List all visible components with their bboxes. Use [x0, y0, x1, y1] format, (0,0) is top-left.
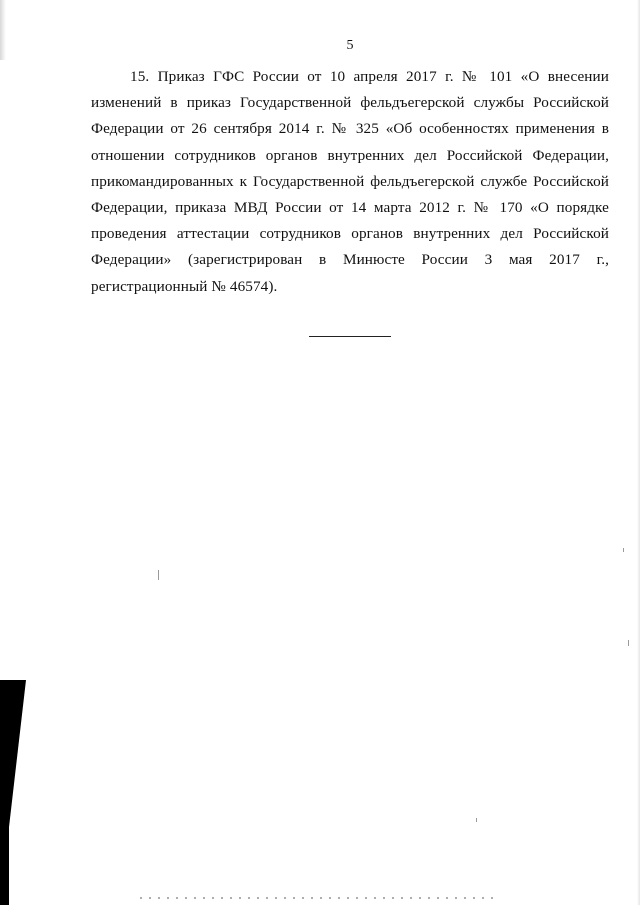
scan-speck	[628, 640, 629, 646]
scan-speck	[623, 548, 624, 552]
list-item-paragraph: 15. Приказ ГФС России от 10 апреля 2017 г. № 101 «О внесении изменений в приказ Государственной фельдъегерской службы Российской Федерации от 26 сентября 2014 г. № 325 «Об особенностях применения в отношении сотрудников органов внутренних дел Российской Федерации, прикомандированных к Государственной фельдъегерской службе Российской Федерации, приказа МВД России от 14 марта 2012 г. № 170 «О порядке проведения аттестации сотрудников органов внутренних дел Российской Федерации» (зарегистрирован в Минюсте России 3 мая 2017 г., регистрационный № 46574).	[91, 68, 609, 295]
end-divider-line	[309, 336, 391, 337]
scan-speck	[476, 818, 477, 822]
page-number: 5	[346, 38, 354, 53]
scan-speck	[158, 570, 159, 580]
scan-noise-bottom	[140, 897, 500, 899]
scan-edge-dark-left-taper	[0, 680, 26, 905]
